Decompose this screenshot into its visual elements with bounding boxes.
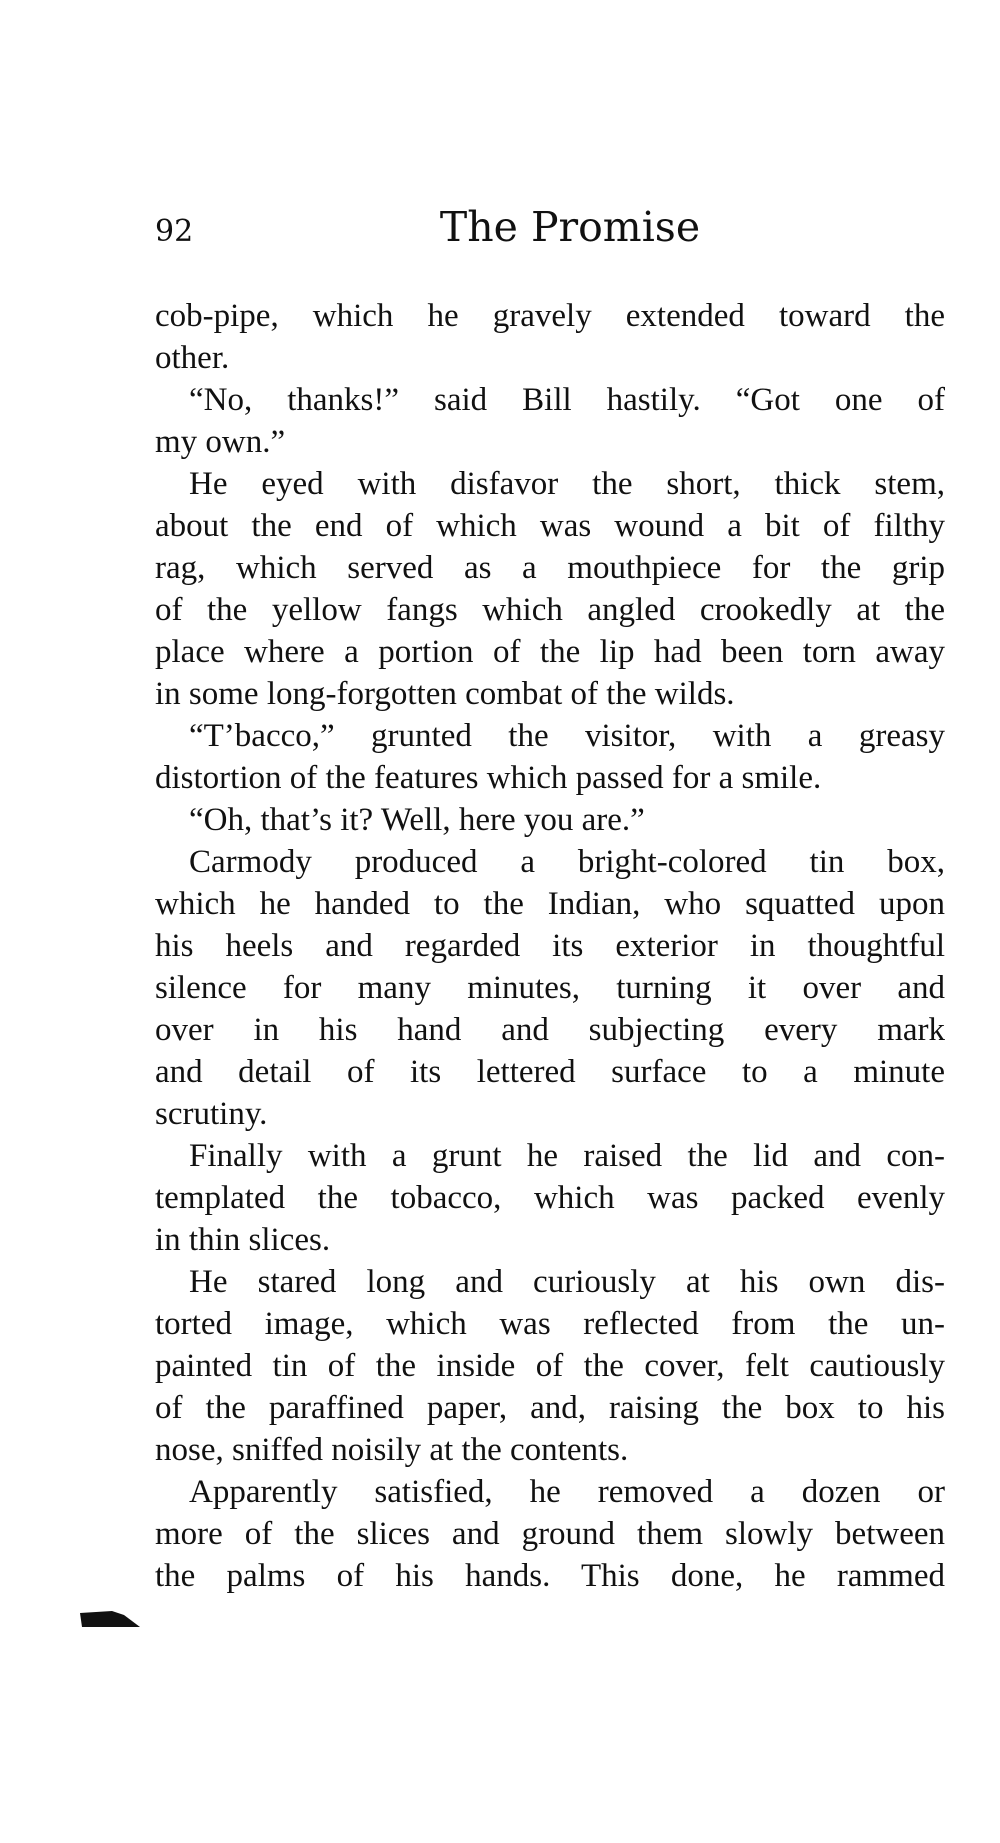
scan-smudge-mark bbox=[80, 1607, 140, 1629]
page-header bbox=[155, 202, 945, 252]
text-line: the palms of his hands. This done, he rammed bbox=[155, 1558, 945, 1594]
text-line: and detail of its lettered surface to a minute bbox=[155, 1054, 945, 1090]
text-line: “T’bacco,” grunted the visitor, with a greasy bbox=[189, 718, 945, 754]
text-line: of the yellow fangs which angled crookedly at the bbox=[155, 592, 945, 628]
text-line: of the paraffined paper, and, raising the box to his bbox=[155, 1390, 945, 1426]
text-line: about the end of which was wound a bit of filthy bbox=[155, 508, 945, 544]
text-line: Apparently satisfied, he removed a dozen or bbox=[189, 1474, 945, 1510]
text-line: “No, thanks!” said Bill hastily. “Got one of bbox=[189, 382, 945, 418]
body-text bbox=[155, 295, 945, 1597]
text-line: in thin slices. bbox=[155, 1222, 331, 1258]
page-number: 92 bbox=[155, 214, 194, 249]
text-line: place where a portion of the lip had been torn away bbox=[155, 634, 945, 670]
text-line: scrutiny. bbox=[155, 1096, 268, 1132]
text-line: my own.” bbox=[155, 424, 286, 460]
text-line: in some long-forgotten combat of the wilds. bbox=[155, 676, 735, 712]
text-line: torted image, which was reflected from the un- bbox=[155, 1306, 945, 1342]
text-line: silence for many minutes, turning it over and bbox=[155, 970, 945, 1006]
text-line: other. bbox=[155, 340, 230, 376]
text-line: distortion of the features which passed for a smile. bbox=[155, 760, 822, 796]
text-line: He eyed with disfavor the short, thick stem, bbox=[189, 466, 945, 502]
text-line: painted tin of the inside of the cover, felt cautiously bbox=[155, 1348, 945, 1384]
text-line: templated the tobacco, which was packed evenly bbox=[155, 1180, 945, 1216]
text-line: his heels and regarded its exterior in thoughtful bbox=[155, 928, 945, 964]
text-line: Finally with a grunt he raised the lid and con- bbox=[189, 1138, 945, 1174]
running-title: The Promise bbox=[439, 203, 701, 251]
text-line: Carmody produced a bright-colored tin box, bbox=[189, 844, 945, 880]
text-line: over in his hand and subjecting every mark bbox=[155, 1012, 945, 1048]
text-line: cob-pipe, which he gravely extended toward the bbox=[155, 298, 945, 334]
text-line: “Oh, that’s it? Well, here you are.” bbox=[189, 802, 645, 838]
text-line: more of the slices and ground them slowly between bbox=[155, 1516, 945, 1552]
text-line: nose, sniffed noisily at the contents. bbox=[155, 1432, 629, 1468]
text-line: He stared long and curiously at his own dis- bbox=[189, 1264, 945, 1300]
text-line: which he handed to the Indian, who squatted upon bbox=[155, 886, 945, 922]
text-line: rag, which served as a mouthpiece for the grip bbox=[155, 550, 945, 586]
